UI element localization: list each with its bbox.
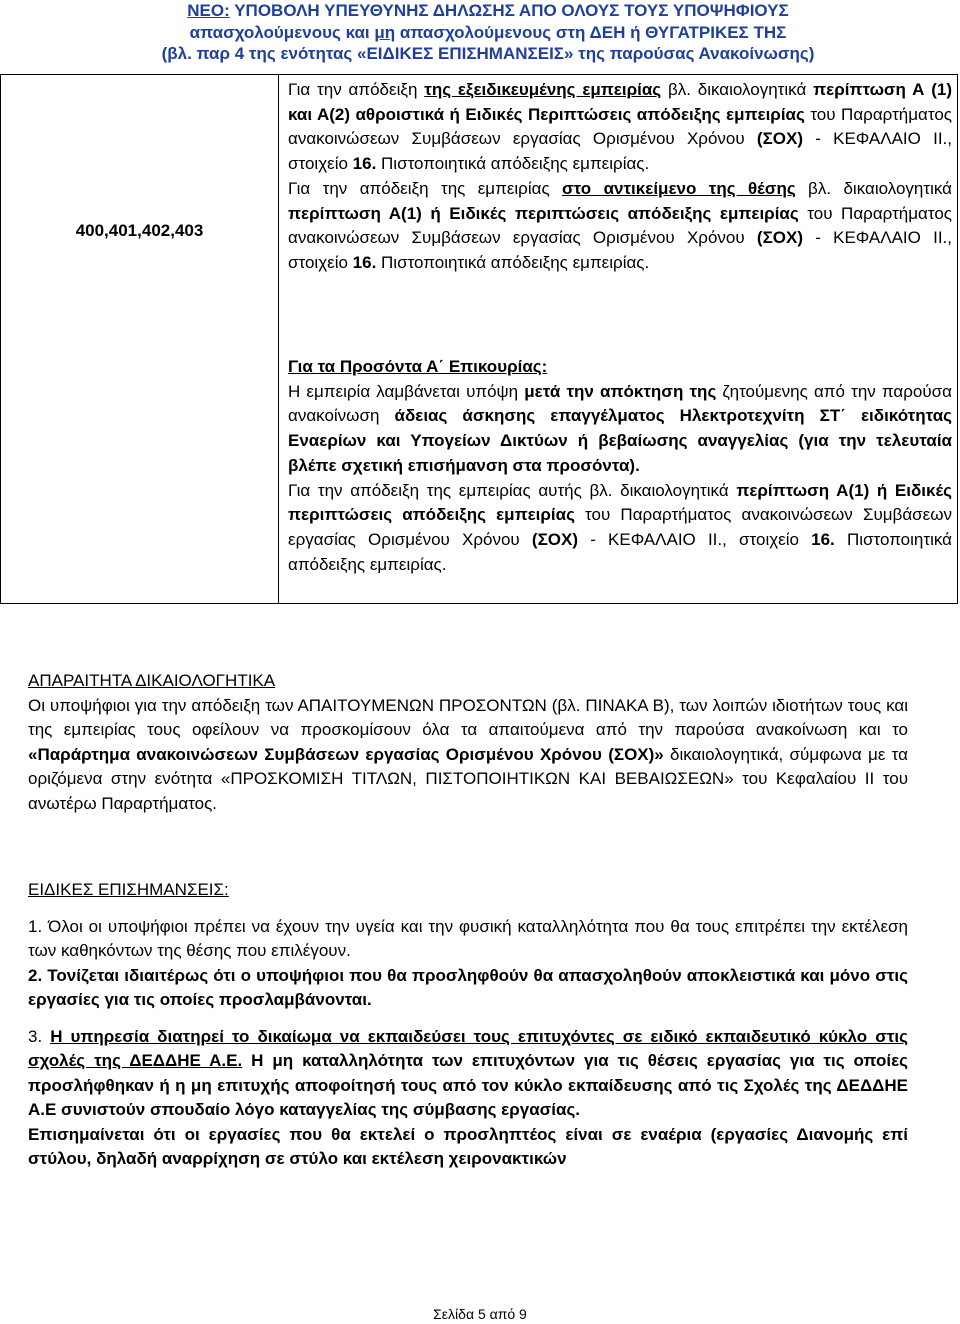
p2-t3: βλ. δικαιολογητικά bbox=[795, 178, 952, 198]
req-t3: δικαιολογητικά, σύμφωνα με τα οριζόμενα στην ενότητα «ΠΡΟΣΚΟΜΙΣΗ ΤΙΤΛΩΝ, ΠΙΣΤΟΠΟΙΗΤΙΚΩΝ ΚΑΙ ΒΕΒΑΙΩΣΕΩΝ» του Κεφαλαίου ΙΙ του ανωτέρω Παραρτήματος. bbox=[28, 744, 908, 813]
position-codes: 400,401,402,403 bbox=[75, 221, 204, 240]
p3-t3: ζητούμενης από την παρούσα ανακοίνωση bbox=[288, 381, 952, 426]
spacer bbox=[28, 903, 908, 915]
auxiliary-qualifications-cell bbox=[288, 355, 952, 577]
p1-t7: - ΚΕΦΑΛΑΙΟ ΙΙ., στοιχείο bbox=[288, 129, 952, 174]
note-3-rest: Η μη καταλληλότητα των επιτυχόντων για τις θέσεις εργασίας για τις οποίες προσλήφθηκαν ή η μη επιτυχής αποφοίτησή τους από τον κύκλο εκπαίδευσης από τις Σχολές της ΔΕΔΔΗΕ Α.Ε συνιστούν σπουδαίο λόγο καταγγελίας της σύμβασης εργασίας. bbox=[28, 1051, 908, 1119]
note-3-number: 3. bbox=[28, 1026, 51, 1046]
p3-t1: Η εμπειρία λαμβάνεται υπόψη bbox=[288, 381, 525, 401]
p2-t7: - ΚΕΦΑΛΑΙΟ ΙΙ., στοιχείο bbox=[288, 228, 952, 272]
special-note-2: 2. Τονίζεται ιδιαιτέρως ότι ο υποψήφιοι που θα προσληφθούν θα απασχοληθούν αποκλειστικά και μόνο στις εργασίες για τις οποίες προσλαμβάνονται. bbox=[28, 965, 908, 1009]
p4-t1: Για την απόδειξη της εμπειρίας αυτής βλ. δικαιολογητικά bbox=[288, 480, 737, 500]
requirements-table bbox=[0, 74, 958, 604]
p2-t2: στο αντικείμενο της θέσης bbox=[562, 178, 796, 198]
auxiliary-proof-paragraph bbox=[288, 479, 952, 578]
experience-cell bbox=[288, 78, 952, 276]
p2-t4: περίπτωση Α(1) ή Ειδικές περιπτώσεις απόδειξης εμπειρίας bbox=[288, 203, 799, 223]
specialized-experience-paragraph bbox=[288, 78, 952, 177]
p1-t1: Για την απόδειξη bbox=[288, 80, 425, 99]
req-t1: Οι υποψήφιοι για την απόδειξη των ΑΠΑΙΤΟΥΜΕΝΩΝ ΠΡΟΣΟΝΤΩΝ (βλ. ΠΙΝΑΚΑ Β), των λοιπών ιδιοτήτων τους και της εμπειρίας τους οφείλουν να προσκομίσουν όλα τα απαιτούμενα από την παρούσα ανακοίνωση και το bbox=[28, 695, 908, 739]
p1-t3: βλ. δικαιολογητικά bbox=[661, 80, 814, 99]
p4-t7: Πιστοποιητικά απόδειξης εμπειρίας. bbox=[288, 529, 952, 574]
special-notes-heading: ΕΙΔΙΚΕΣ ΕΠΙΣΗΜΑΝΣΕΙΣ: bbox=[28, 880, 229, 899]
p1-t4: περίπτωση Α (1) και Α(2) αθροιστικά ή Ειδικές Περιπτώσεις απόδειξης εμπειρίας bbox=[288, 80, 952, 124]
p2-t9: Πιστοποιητικά απόδειξης εμπειρίας. bbox=[376, 252, 650, 272]
page-number: Σελίδα 5 από 9 bbox=[433, 1306, 527, 1322]
p2-t6: (ΣΟΧ) bbox=[756, 228, 803, 248]
p3-t2: μετά την απόκτηση της bbox=[524, 381, 717, 401]
p1-t9: Πιστοποιητικά απόδειξης εμπειρίας. bbox=[376, 154, 650, 174]
header-line-1-text: ΥΠΟΒΟΛΗ ΥΠΕΥΘΥΝΗΣ ΔΗΛΩΣΗΣ ΑΠΟ ΟΛΟΥΣ ΤΟΥΣ ΥΠΟΨΗΦΙΟΥΣ bbox=[229, 1, 789, 20]
header-line-2 bbox=[88, 22, 888, 44]
p2-t8: 16. bbox=[352, 252, 377, 272]
p4-t6: 16. bbox=[811, 529, 835, 549]
p4-t5: - ΚΕΦΑΛΑΙΟ ΙΙ., στοιχείο bbox=[578, 529, 812, 549]
new-label: ΝΕΟ: bbox=[187, 1, 230, 20]
position-experience-paragraph bbox=[288, 177, 952, 276]
required-documents-text bbox=[28, 694, 908, 817]
special-note-3 bbox=[28, 1025, 908, 1123]
p1-t8: 16. bbox=[352, 154, 377, 174]
header-line-2a: απασχολούμενους και bbox=[189, 22, 375, 42]
table-divider bbox=[278, 75, 279, 603]
p2-t5: του Παραρτήματος ανακοινώσεων Συμβάσεων εργασίας Ορισμένου Χρόνου bbox=[288, 203, 952, 248]
special-notes-section bbox=[28, 878, 908, 1172]
p4-t3: του Παραρτήματος ανακοινώσεων Συμβάσεων εργασίας Ορισμένου Χρόνου bbox=[288, 505, 953, 549]
auxiliary-paragraph bbox=[288, 380, 952, 479]
req-t2: «Παράρτημα ανακοινώσεων Συμβάσεων εργασίας Ορισμένου Χρόνου (ΣΟΧ)» bbox=[28, 744, 664, 764]
header-line-3: (βλ. παρ 4 της ενότητας «ΕΙΔΙΚΕΣ ΕΠΙΣΗΜΑΝΣΕΙΣ» της παρούσας Ανακοίνωσης) bbox=[161, 44, 815, 63]
p4-t4: (ΣΟΧ) bbox=[531, 529, 579, 549]
header-line-1 bbox=[88, 0, 888, 22]
required-documents-heading: ΑΠΑΡΑΙΤΗΤΑ ΔΙΚΑΙΟΛΟΓΗΤΙΚΑ bbox=[28, 671, 276, 690]
required-documents-section bbox=[28, 669, 908, 816]
special-note-4: Επισημαίνεται ότι οι εργασίες που θα εκτελεί ο προσληπτέος είναι σε εναέρια (εργασίες Διανομής επί στύλου, δηλαδή αναρρίχηση σε στύλο και εκτέλεση χειρονακτικών bbox=[28, 1124, 908, 1168]
p3-t4: άδειας άσκησης επαγγέλματος Ηλεκτροτεχνίτη ΣΤ΄ ειδικότητας Εναερίων και Υπογείων Δικτύων ή βεβαίωσης αναγγελίας (για την τελευταία βλέπε σχετική επισήμανση στα προσόντα). bbox=[288, 406, 953, 475]
header-line-2b: μη bbox=[374, 22, 396, 42]
auxiliary-heading: Για τα Προσόντα Α΄ Επικουρίας: bbox=[288, 357, 548, 376]
spacer bbox=[28, 1013, 908, 1025]
p1-t6: (ΣΟΧ) bbox=[756, 129, 803, 149]
p2-t1: Για την απόδειξη της εμπειρίας bbox=[288, 178, 563, 198]
page-header bbox=[88, 0, 888, 65]
note-3-underlined: Η υπηρεσία διατηρεί το δικαίωμα να εκπαιδεύσει τους επιτυχόντες σε ειδικό εκπαιδευτικό κύκλο στις σχολές της ΔΕΔΔΗΕ Α.Ε. bbox=[28, 1026, 908, 1070]
header-line-2c: απασχολούμενους στη ΔΕΗ ή ΘΥΓΑΤΡΙΚΕΣ ΤΗΣ bbox=[395, 22, 787, 42]
p1-t2: της εξειδικευμένης εμπειρίας bbox=[424, 80, 662, 99]
p1-t5: του Παραρτήματος ανακοινώσεων Συμβάσεων εργασίας Ορισμένου Χρόνου bbox=[288, 104, 952, 149]
p4-t2: περίπτωση Α(1) ή Ειδικές περιπτώσεις απόδειξης εμπειρίας bbox=[288, 480, 952, 525]
special-note-1: 1. Όλοι οι υποψήφιοι πρέπει να έχουν την υγεία και την φυσική καταλληλότητα που θα τους επιτρέπει την εκτέλεση των καθηκόντων της θέσης που επιλέγουν. bbox=[28, 916, 908, 960]
